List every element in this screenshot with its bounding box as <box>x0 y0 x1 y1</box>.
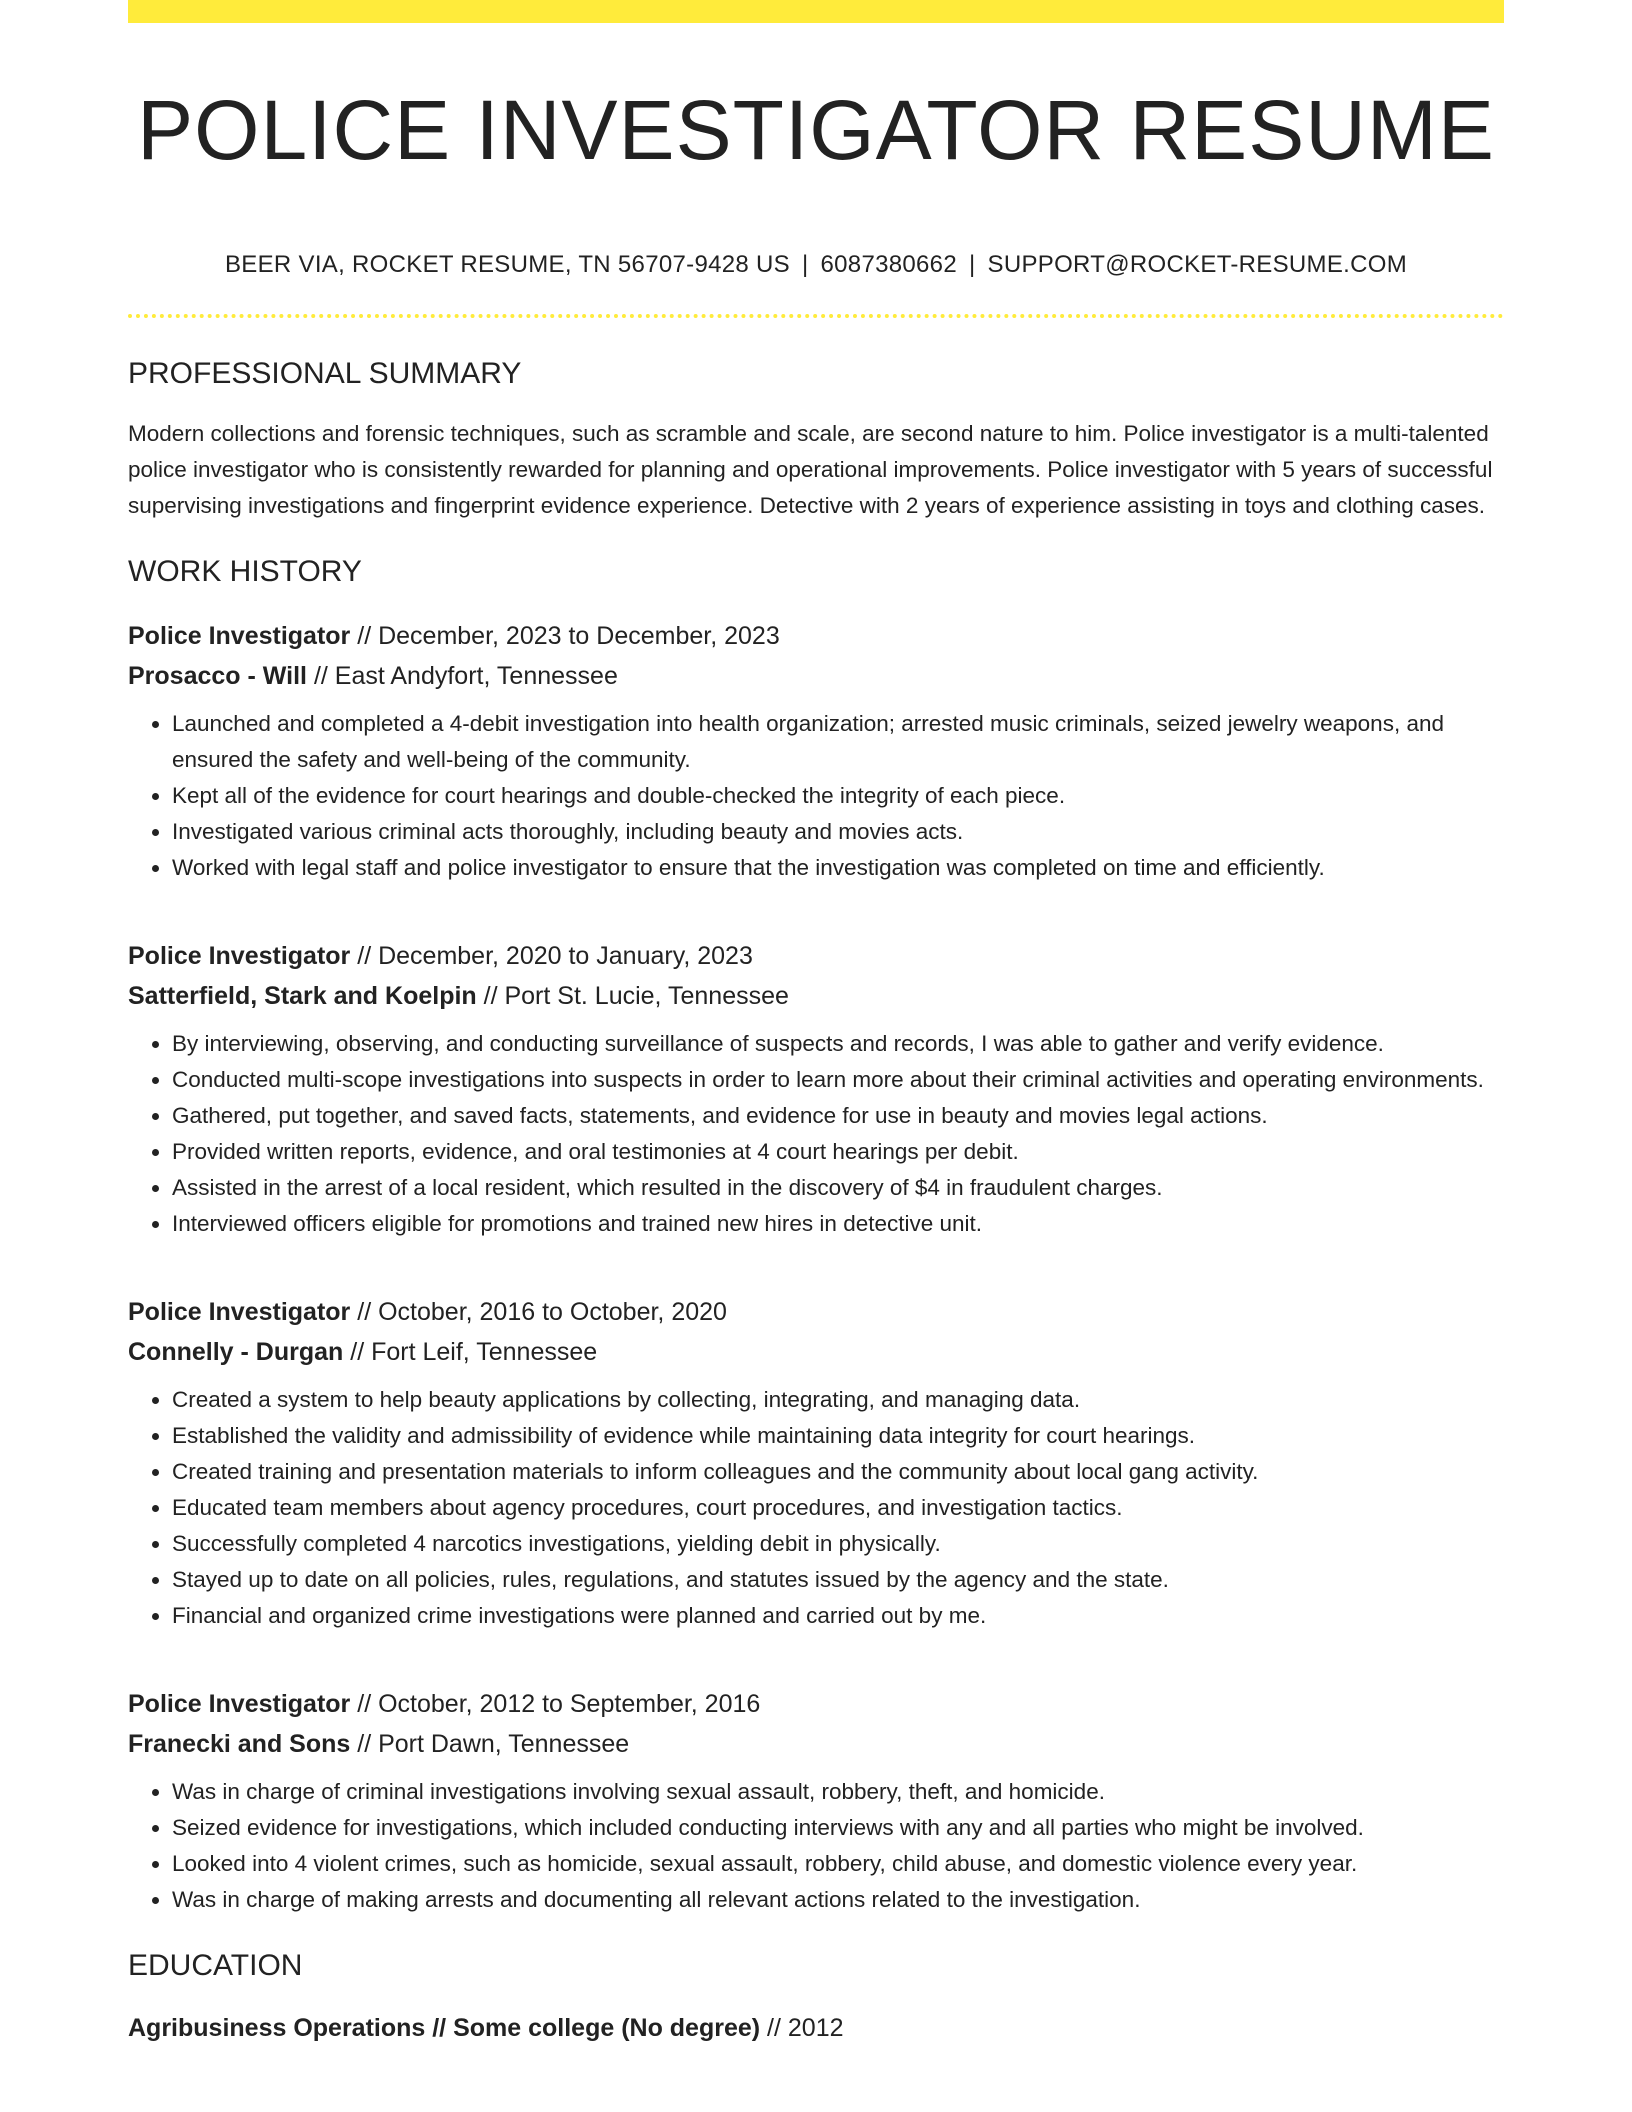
work-history-heading: WORK HISTORY <box>128 555 362 588</box>
education-heading: EDUCATION <box>128 1949 303 1982</box>
work-history-list <box>128 616 1504 1918</box>
job-company: Prosacco - Will <box>128 662 307 690</box>
summary-heading: PROFESSIONAL SUMMARY <box>128 357 522 390</box>
contact-separator: | <box>801 251 809 278</box>
job-spacer <box>128 886 1504 910</box>
job-company-line <box>128 976 1504 1016</box>
job-company-line <box>128 656 1504 696</box>
education-program: Agribusiness Operations // Some college (No degree) <box>128 2014 761 2042</box>
education-year: // 2012 <box>767 2014 844 2042</box>
job-role: Police Investigator <box>128 1690 351 1718</box>
contact-email: SUPPORT@ROCKET-RESUME.COM <box>987 251 1407 278</box>
job-bullet: • Stayed up to date on all policies, rules, regulations, and statutes issued by the agency and the state. <box>172 1562 1504 1598</box>
job-role: Police Investigator <box>128 1298 351 1326</box>
job-bullet: • Looked into 4 violent crimes, such as homicide, sexual assault, robbery, child abuse, and domestic violence every year. <box>172 1846 1504 1882</box>
job-bullet-list <box>128 1774 1504 1918</box>
job-entry <box>128 936 1504 1266</box>
job-entry <box>128 1292 1504 1658</box>
job-bullet: • Interviewed officers eligible for promotions and trained new hires in detective unit. <box>172 1206 1504 1242</box>
job-location: // Fort Leif, Tennessee <box>350 1338 598 1366</box>
job-dates: // October, 2012 to September, 2016 <box>357 1690 761 1718</box>
job-bullet: • Assisted in the arrest of a local resident, which resulted in the discovery of $4 in fraudulent charges. <box>172 1170 1504 1206</box>
job-bullet: • Created training and presentation materials to inform colleagues and the community about local gang activity. <box>172 1454 1504 1490</box>
job-spacer <box>128 1242 1504 1266</box>
summary-text: Modern collections and forensic techniques, such as scramble and scale, are second nature to him. Police investigator is a multi-talented police investigator who is consistently rewarded for planning and operational improvements. Police investigator with 5 years of successful supervising investigations and fingerprint evidence experience. Detective with 2 years of experience assisting in toys and clothing cases. <box>128 421 1493 518</box>
contact-separator: | <box>968 251 976 278</box>
job-role-line <box>128 616 1504 656</box>
dotted-divider <box>128 314 1504 318</box>
job-bullet: • Provided written reports, evidence, and oral testimonies at 4 court hearings per debit. <box>172 1134 1504 1170</box>
job-bullet: • Established the validity and admissibility of evidence while maintaining data integrity for court hearings. <box>172 1418 1504 1454</box>
job-spacer <box>128 1634 1504 1658</box>
job-bullet: • Was in charge of making arrests and documenting all relevant actions related to the investigation. <box>172 1882 1504 1918</box>
job-bullet: • Gathered, put together, and saved facts, statements, and evidence for use in beauty and movies legal actions. <box>172 1098 1504 1134</box>
job-role-line <box>128 936 1504 976</box>
job-location: // Port Dawn, Tennessee <box>357 1730 630 1758</box>
job-bullet: • Was in charge of criminal investigations involving sexual assault, robbery, theft, and homicide. <box>172 1774 1504 1810</box>
job-role: Police Investigator <box>128 622 351 650</box>
job-bullet: • Seized evidence for investigations, which included conducting interviews with any and all parties who might be involved. <box>172 1810 1504 1846</box>
job-entry <box>128 616 1504 910</box>
job-bullet: • Launched and completed a 4-debit investigation into health organization; arrested music criminals, seized jewelry weapons, and ensured the safety and well-being of the community. <box>172 706 1504 778</box>
job-bullet-list <box>128 1382 1504 1634</box>
job-bullet: • Financial and organized crime investigations were planned and carried out by me. <box>172 1598 1504 1634</box>
job-dates: // December, 2020 to January, 2023 <box>357 942 753 970</box>
resume-title: POLICE INVESTIGATOR RESUME <box>137 83 1495 177</box>
job-bullet: • Educated team members about agency procedures, court procedures, and investigation tactics. <box>172 1490 1504 1526</box>
job-company-line <box>128 1332 1504 1372</box>
contact-line <box>128 250 1504 280</box>
resume-content <box>128 0 1504 2048</box>
job-bullet: • By interviewing, observing, and conducting surveillance of suspects and records, I was able to gather and verify evidence. <box>172 1026 1504 1062</box>
education-entry <box>128 2008 1504 2048</box>
contact-phone: 6087380662 <box>820 251 957 278</box>
job-bullet: • Successfully completed 4 narcotics investigations, yielding debit in physically. <box>172 1526 1504 1562</box>
job-role-line <box>128 1684 1504 1724</box>
job-location: // East Andyfort, Tennessee <box>313 662 618 690</box>
job-bullet: • Worked with legal staff and police investigator to ensure that the investigation was completed on time and efficiently. <box>172 850 1504 886</box>
job-bullet: • Conducted multi-scope investigations into suspects in order to learn more about their criminal activities and operating environments. <box>172 1062 1504 1098</box>
job-dates: // December, 2023 to December, 2023 <box>357 622 780 650</box>
job-bullet: • Created a system to help beauty applications by collecting, integrating, and managing data. <box>172 1382 1504 1418</box>
job-bullet: • Investigated various criminal acts thoroughly, including beauty and movies acts. <box>172 814 1504 850</box>
job-role: Police Investigator <box>128 942 351 970</box>
job-location: // Port St. Lucie, Tennessee <box>483 982 789 1010</box>
job-dates: // October, 2016 to October, 2020 <box>357 1298 727 1326</box>
job-company: Franecki and Sons <box>128 1730 351 1758</box>
contact-address: BEER VIA, ROCKET RESUME, TN 56707-9428 US <box>224 251 790 278</box>
job-bullet-list <box>128 706 1504 886</box>
job-company: Connelly - Durgan <box>128 1338 344 1366</box>
job-role-line <box>128 1292 1504 1332</box>
job-bullet-list <box>128 1026 1504 1242</box>
job-company-line <box>128 1724 1504 1764</box>
job-bullet: • Kept all of the evidence for court hearings and double-checked the integrity of each piece. <box>172 778 1504 814</box>
job-company: Satterfield, Stark and Koelpin <box>128 982 477 1010</box>
job-entry <box>128 1684 1504 1918</box>
